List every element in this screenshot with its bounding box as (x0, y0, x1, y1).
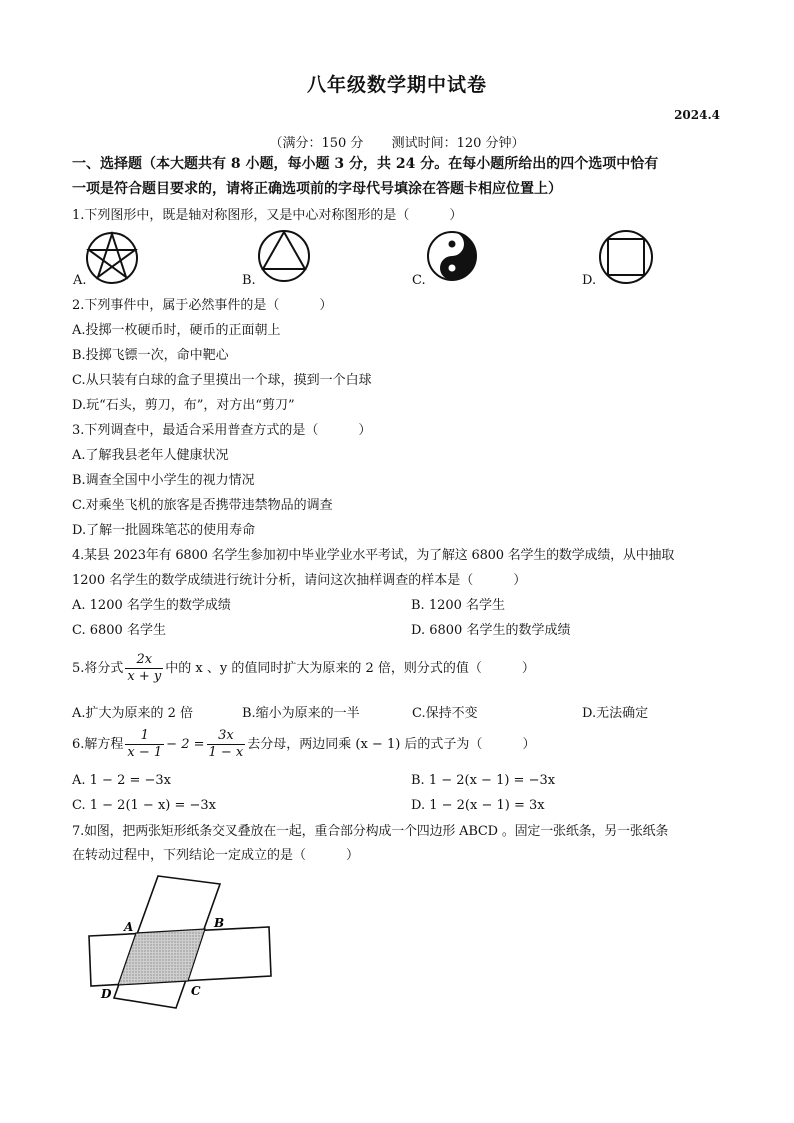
q6-fraction-2: $\frac{3x}{1 - x}$ (208, 728, 244, 760)
q3-stem: 3.下列调查中，最适合采用普查方式的是（ ） (72, 423, 372, 438)
exam-date: 2024.4 (674, 108, 720, 122)
figure-label-d: D (101, 987, 112, 1001)
exam-info (0, 132, 794, 151)
q5-option-a: A.扩大为原来的 2 倍 (72, 706, 194, 721)
q2-option-d: D.玩“石头，剪刀，布”，对方出“剪刀” (72, 398, 295, 413)
q4-stem-line1: 4.某县 2023年有 6800 名学生参加初中毕业学业水平考试，为了解这 6800 名学生的数学成绩，从中抽取 (72, 548, 675, 563)
page-title: 八年级数学期中试卷 (306, 74, 487, 96)
yin-yang-icon (426, 230, 478, 282)
pentagram-in-circle-icon (84, 230, 140, 286)
q2-option-b: B.投掷飞镖一次，命中靶心 (72, 348, 229, 363)
full-score: （满分：150 分 (269, 136, 364, 151)
q6-option-c: C. 1 − 2(1 − x) = −3x (72, 798, 217, 813)
q4-stem-line2: 1200 名学生的数学成绩进行统计分析，请问这次抽样调查的样本是（ ） (72, 573, 527, 588)
q5-fraction: $\frac{2x}{x + y}$ (127, 652, 162, 684)
q4-option-b: B. 1200 名学生 (411, 598, 506, 613)
q5-option-d: D.无法确定 (582, 706, 649, 721)
square-in-circle-icon (597, 228, 655, 286)
q6-fraction-1: $\frac{1}{x - 1}$ (127, 728, 163, 760)
q5-option-b: B.缩小为原来的一半 (242, 706, 360, 721)
section-heading (72, 152, 724, 202)
q6-option-a: A. 1 − 2 = −3x (72, 773, 172, 788)
q7-stem-line2: 在转动过程中，下列结论一定成立的是（ ） (72, 848, 360, 863)
test-time: 测试时间：120 分钟） (391, 136, 525, 151)
q5-option-c: C.保持不变 (412, 706, 478, 721)
triangle-in-circle-icon (256, 228, 312, 284)
figure-label-a: A (124, 920, 134, 934)
figure-label-b: B (214, 916, 225, 930)
q1-option-d: D. (582, 273, 597, 288)
section-heading-line1: 一、选择题（本大题共有 8 小题，每小题 3 分，共 24 分。在每小题所给出的四个选项中恰有 (72, 156, 659, 172)
q2-option-c: C.从只装有白球的盒子里摸出一个球，摸到一个白球 (72, 373, 372, 388)
q2-option-a: A.投掷一枚硬币时，硬币的正面朝上 (72, 323, 281, 338)
q1-option-b: B. (242, 273, 256, 288)
q1-stem: 1.下列图形中，既是轴对称图形，又是中心对称图形的是（ ） (72, 208, 463, 223)
q3-option-a: A.了解我县老年人健康状况 (72, 448, 229, 463)
q1-option-a: A. (73, 273, 87, 288)
q1-option-c: C. (412, 273, 426, 288)
q6-option-d: D. 1 − 2(x − 1) = 3x (411, 798, 545, 813)
q4-option-c: C. 6800 名学生 (72, 623, 166, 638)
q5-stem: 5.将分式 $\frac{2x}{x + y}$ 中的 x 、y 的值同时扩大为原来的 2 倍，则分式的值（ ） (72, 652, 535, 684)
q3-option-c: C.对乘坐飞机的旅客是否携带违禁物品的调查 (72, 498, 333, 513)
q3-option-d: D.了解一批圆珠笔芯的使用寿命 (72, 523, 256, 538)
figure-label-c: C (191, 984, 201, 998)
q7-stem-line1: 7.如图，把两张矩形纸条交叉叠放在一起，重合部分构成一个四边形 ABCD 。固定一张纸条，另一张纸条 (72, 824, 669, 839)
q3-option-b: B.调查全国中小学生的视力情况 (72, 473, 255, 488)
q4-option-d: D. 6800 名学生的数学成绩 (411, 623, 571, 638)
section-heading-line2: 一项是符合题目要求的，请将正确选项前的字母代号填涂在答题卡相应位置上） (72, 181, 562, 197)
q6-stem: 6.解方程 $\frac{1}{x - 1}$ − 2 = $\frac{3x}{1 - x}$ 去分母，两边同乘 (x − 1) 后的式子为（ ） (72, 728, 536, 760)
crossed-strips-figure (84, 872, 274, 1012)
q2-stem: 2.下列事件中，属于必然事件的是（ ） (72, 298, 333, 313)
q4-option-a: A. 1200 名学生的数学成绩 (72, 598, 231, 613)
q6-option-b: B. 1 − 2(x − 1) = −3x (411, 773, 556, 788)
